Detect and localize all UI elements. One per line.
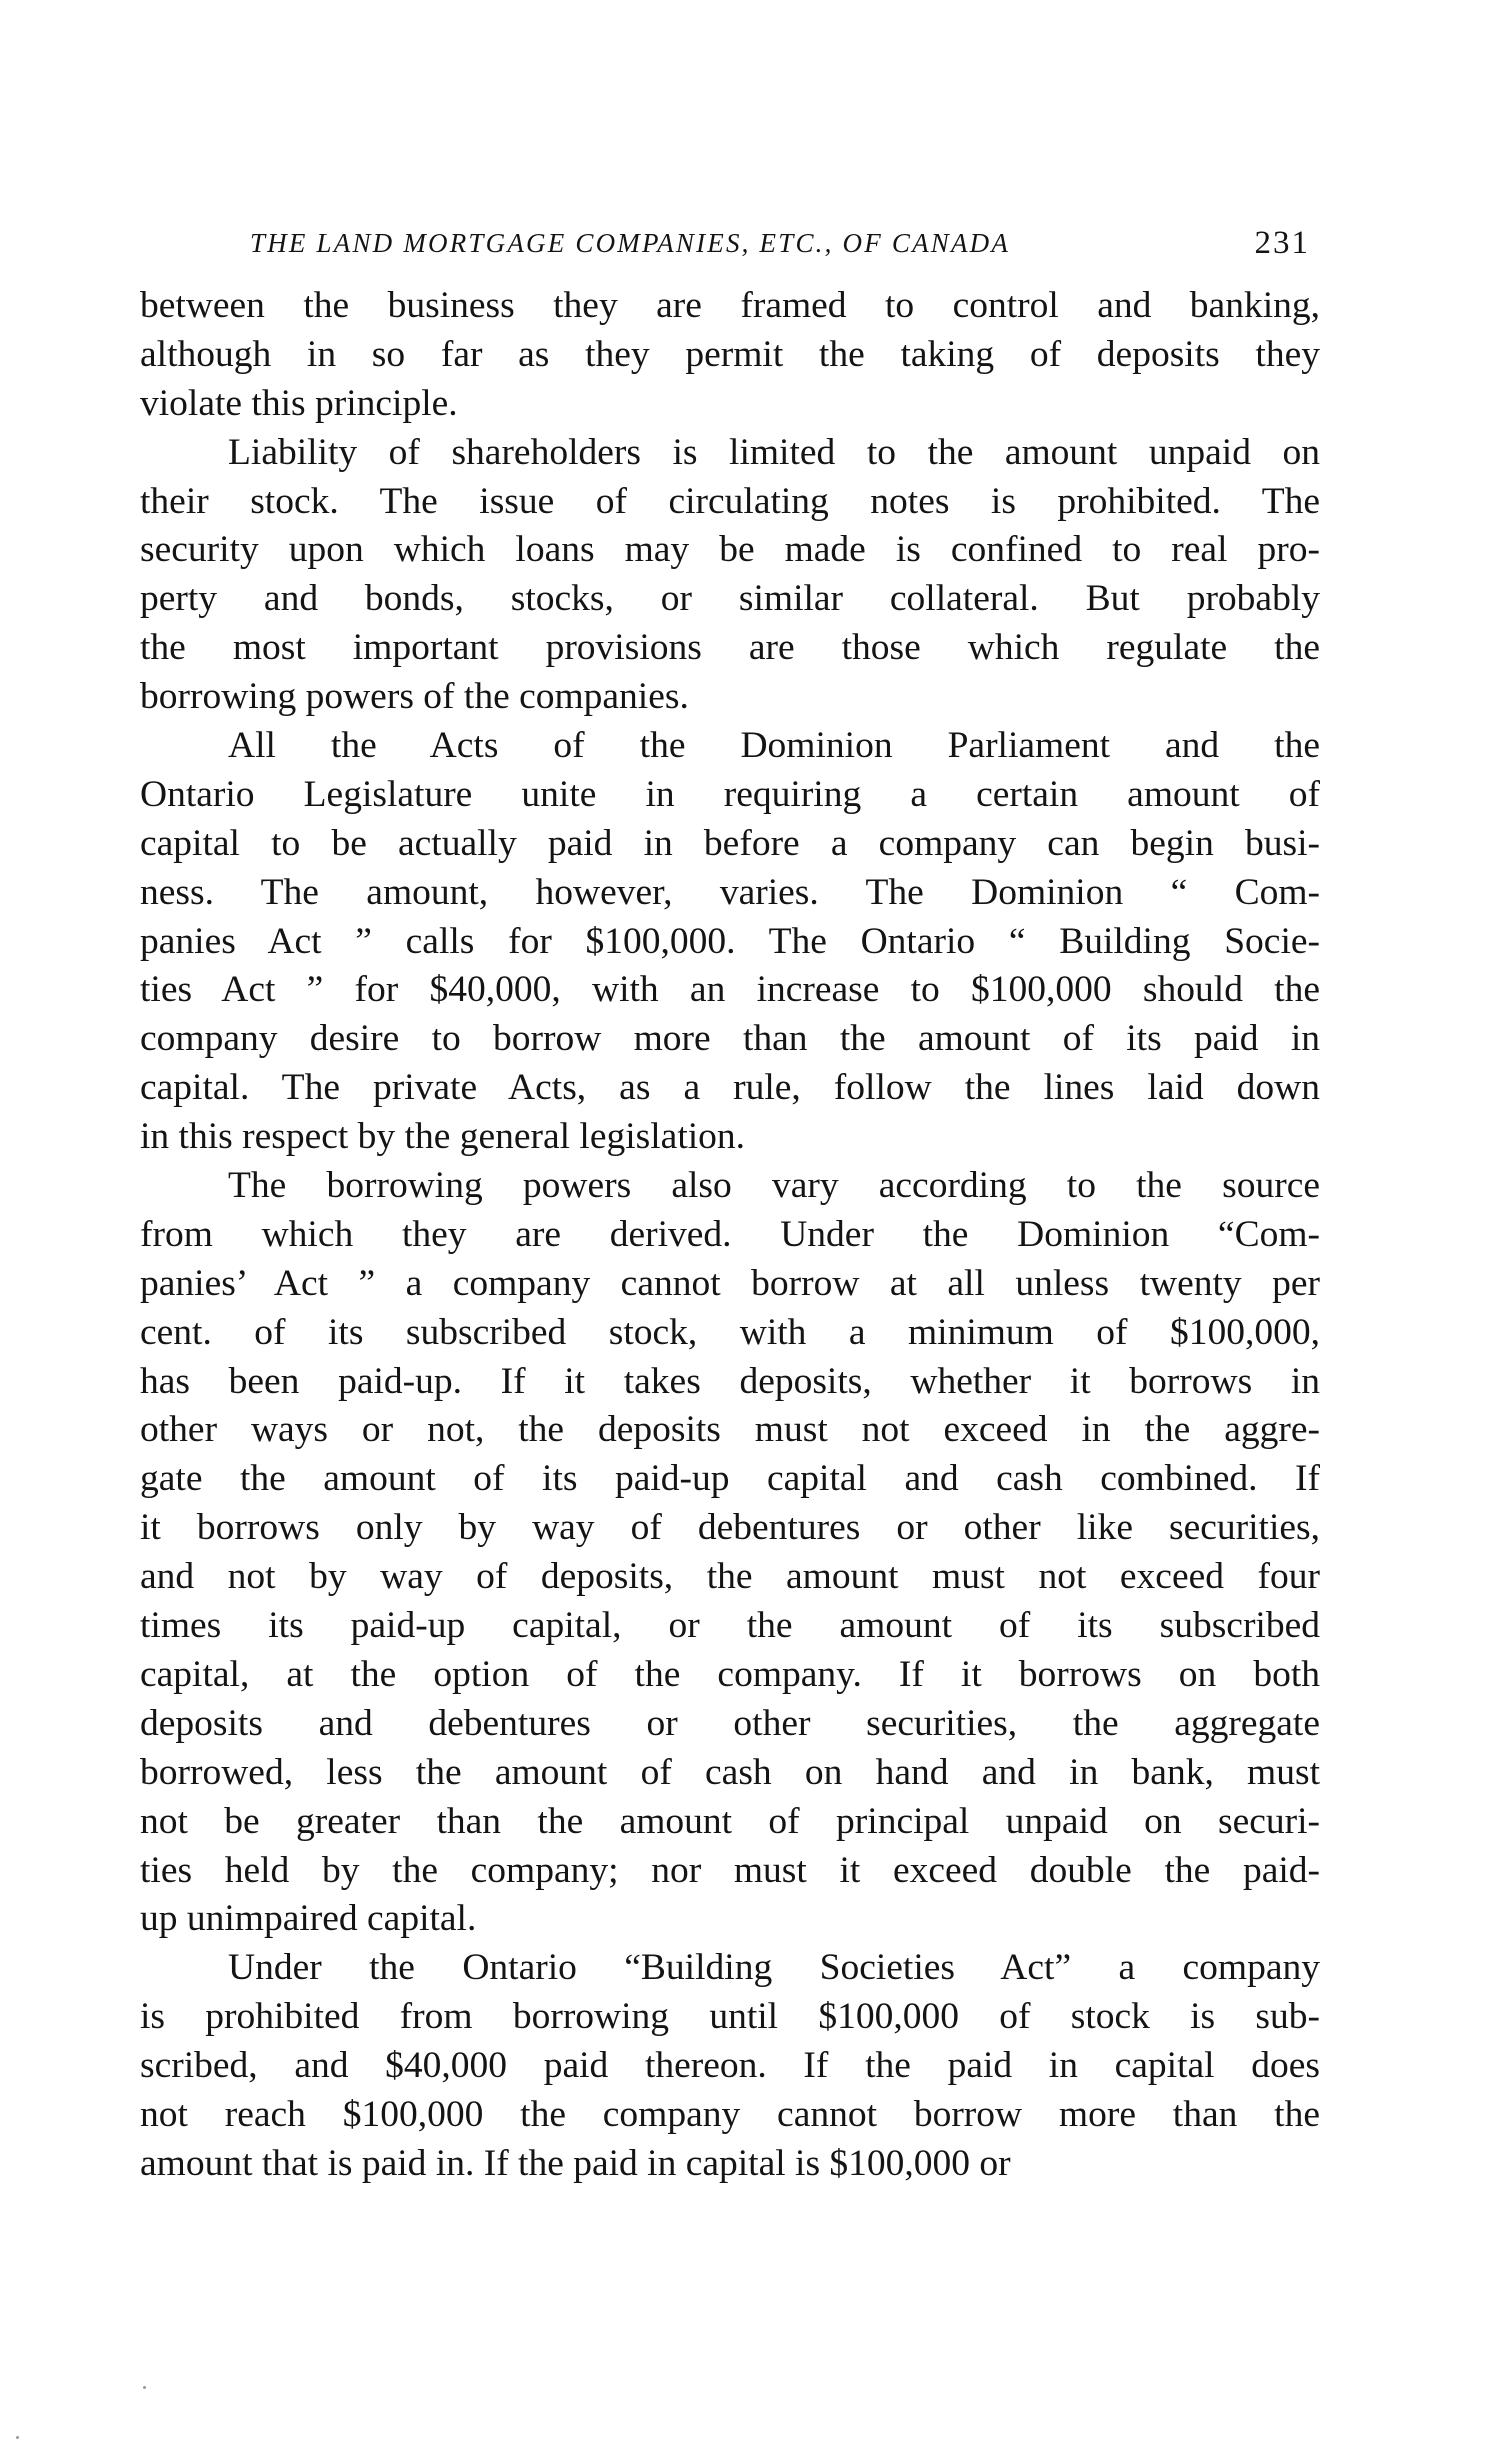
- text-line: company desire to borrow more than the amount of its paid in: [140, 1018, 1320, 1060]
- text-line: is prohibited from borrowing until $100,000 of stock is sub-: [140, 1996, 1320, 2038]
- text-line: amount that is paid in. If the paid in capital is $100,000 or: [140, 2142, 1011, 2184]
- text-line: times its paid-up capital, or the amount of its subscribed: [140, 1605, 1320, 1647]
- text-line: gate the amount of its paid-up capital and cash combined. If: [140, 1458, 1320, 1500]
- paragraph: [140, 282, 1320, 429]
- paragraph: [140, 1162, 1320, 1944]
- text-line: The borrowing powers also vary according to the source: [228, 1165, 1320, 1207]
- text-line: cent. of its subscribed stock, with a minimum of $100,000,: [140, 1311, 1320, 1353]
- page-number: 231: [1254, 225, 1310, 261]
- text-line: capital, at the option of the company. If it borrows on both: [140, 1653, 1320, 1695]
- text-line: up unimpaired capital.: [140, 1898, 477, 1940]
- text-line: Ontario Legislature unite in requiring a certain amount of: [140, 773, 1320, 815]
- text-line: from which they are derived. Under the Dominion “Com-: [140, 1213, 1320, 1255]
- paragraph: [140, 722, 1320, 1162]
- print-speck: [143, 2386, 146, 2389]
- text-line: not be greater than the amount of principal unpaid on securi-: [140, 1800, 1320, 1842]
- print-speck: [16, 2436, 19, 2439]
- text-line: panies Act ” calls for $100,000. The Ontario “ Building Socie-: [140, 920, 1320, 962]
- text-line: ness. The amount, however, varies. The Dominion “ Com-: [140, 871, 1320, 913]
- text-line: Under the Ontario “Building Societies Act” a company: [228, 1947, 1320, 1989]
- text-line: borrowing powers of the companies.: [140, 676, 689, 718]
- text-line: Liability of shareholders is limited to the amount unpaid on: [228, 431, 1320, 473]
- text-line: it borrows only by way of debentures or other like securities,: [140, 1507, 1320, 1549]
- text-line: All the Acts of the Dominion Parliament and the: [228, 725, 1320, 767]
- text-line: not reach $100,000 the company cannot borrow more than the: [140, 2093, 1320, 2135]
- paragraph: [140, 1944, 1320, 2188]
- text-line: security upon which loans may be made is confined to real pro-: [140, 529, 1320, 571]
- paragraph: [140, 429, 1320, 722]
- text-line: has been paid-up. If it takes deposits, whether it borrows in: [140, 1360, 1320, 1402]
- text-line: deposits and debentures or other securities, the aggregate: [140, 1702, 1320, 1744]
- running-head: THE LAND MORTGAGE COMPANIES, ETC., OF CANADA: [250, 228, 1011, 258]
- text-line: although in so far as they permit the taking of deposits they: [140, 333, 1320, 375]
- text-line: ties Act ” for $40,000, with an increase to $100,000 should the: [140, 969, 1320, 1011]
- text-line: panies’ Act ” a company cannot borrow at all unless twenty per: [140, 1262, 1320, 1304]
- text-line: scribed, and $40,000 paid thereon. If the paid in capital does: [140, 2045, 1320, 2087]
- text-line: their stock. The issue of circulating notes is prohibited. The: [140, 480, 1320, 522]
- text-line: between the business they are framed to control and banking,: [140, 285, 1320, 326]
- text-line: violate this principle.: [140, 382, 458, 424]
- text-line: ties held by the company; nor must it exceed double the paid-: [140, 1849, 1320, 1891]
- text-line: capital. The private Acts, as a rule, follow the lines laid down: [140, 1067, 1320, 1109]
- text-line: borrowed, less the amount of cash on hand and in bank, must: [140, 1751, 1320, 1793]
- page-header: [250, 218, 1310, 268]
- body-text: [140, 282, 1320, 2189]
- text-line: the most important provisions are those which regulate the: [140, 627, 1320, 669]
- text-line: other ways or not, the deposits must not exceed in the aggre-: [140, 1409, 1320, 1451]
- text-line: capital to be actually paid in before a company can begin busi-: [140, 822, 1320, 864]
- text-line: perty and bonds, stocks, or similar collateral. But probably: [140, 578, 1320, 620]
- text-line: and not by way of deposits, the amount must not exceed four: [140, 1556, 1320, 1598]
- text-line: in this respect by the general legislation.: [140, 1116, 746, 1158]
